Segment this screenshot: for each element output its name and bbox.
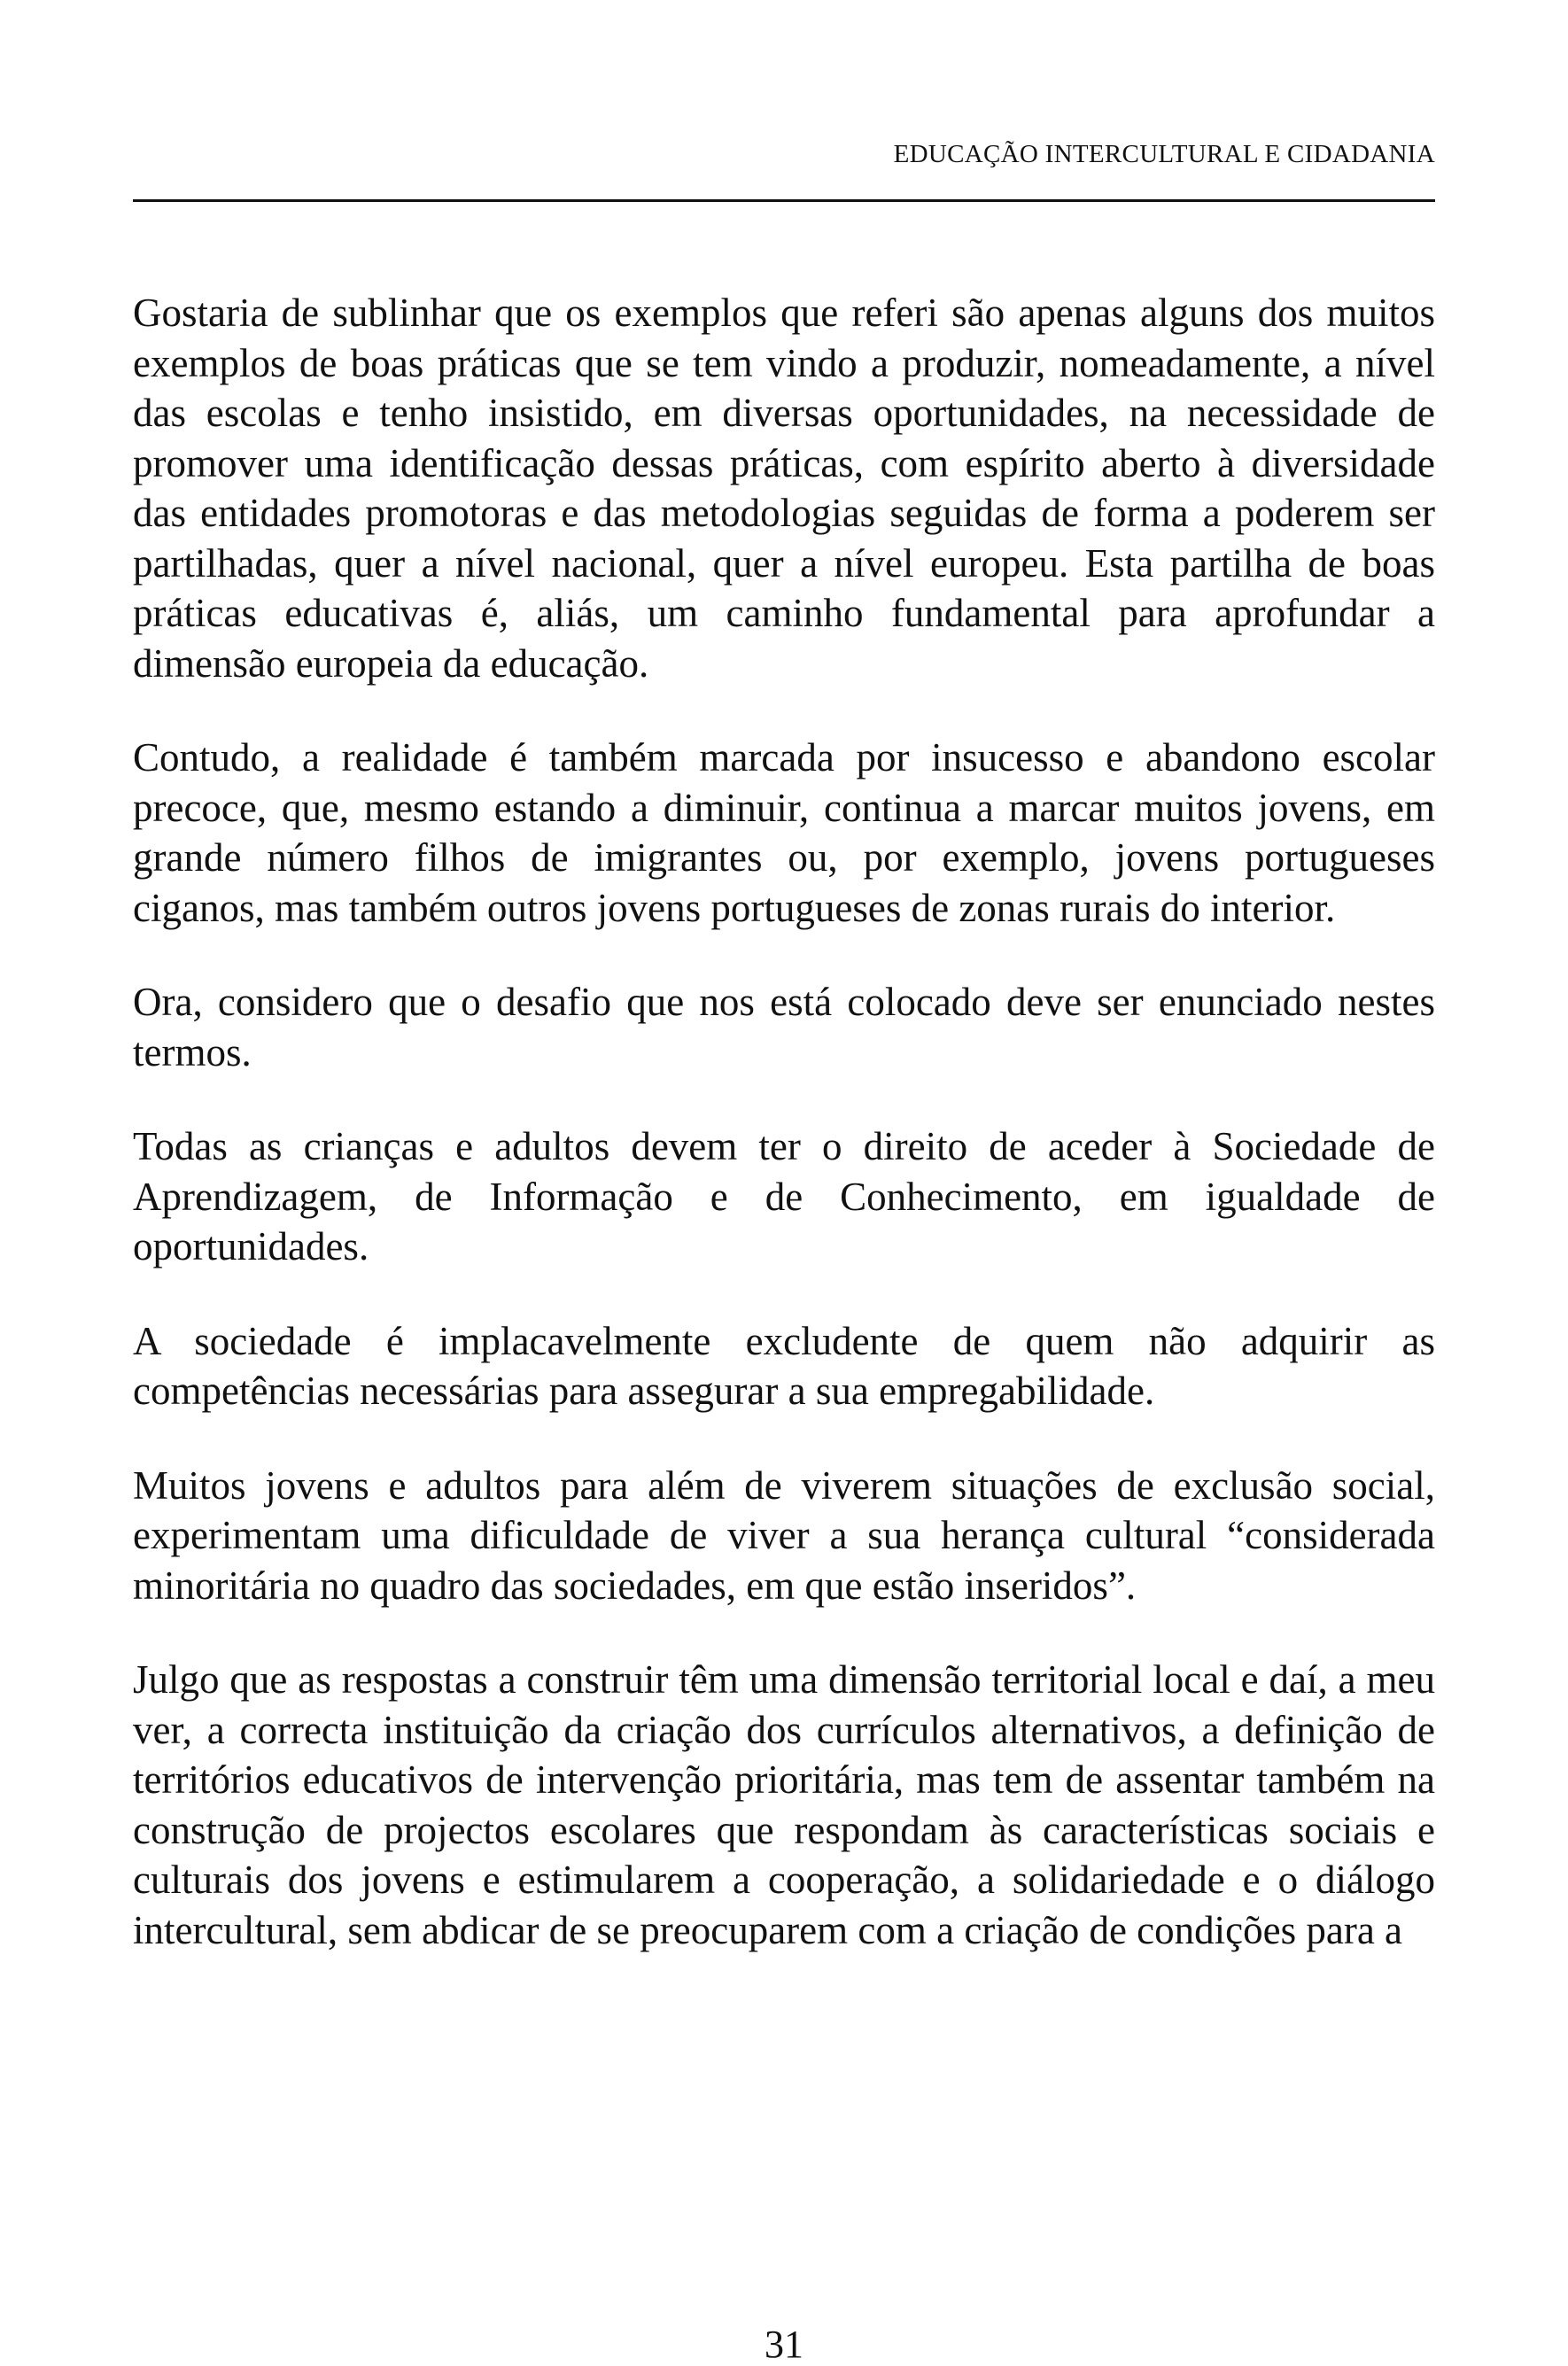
running-header-title: EDUCAÇÃO INTERCULTURAL E CIDADANIA (893, 140, 1435, 168)
paragraph: Ora, considero que o desafio que nos está colocado deve ser enunciado nestes termos. (133, 980, 1435, 1074)
paragraph: Todas as crianças e adultos devem ter o direito de aceder à Sociedade de Aprendizagem, de Informação e de Conhecimento, em igualdade de oportunidades. (133, 1124, 1435, 1268)
paragraph: Muitos jovens e adultos para além de viverem situações de exclusão social, experimentam uma dificuldade de viver a sua herança cultural “considerada minoritária no quadro das sociedades, em que estão inseridos”. (133, 1462, 1435, 1608)
paragraph: Gostaria de sublinhar que os exemplos que referi são apenas alguns dos muitos exemplos de boas práticas que se tem vindo a produzir, nomeadamente, a nível das escolas e tenho insistido, em diversas oportunidades, na necessidade de promover uma identificação dessas práticas, com espírito aberto à diversidade das entidades promotoras e das metodologias seguidas de forma a poderem ser partilhadas, quer a nível nacional, quer a nível europeu. Esta partilha de boas práticas educativas é, aliás, um caminho fundamental para aprofundar a dimensão europeia da educação. (133, 291, 1435, 686)
page-body (133, 288, 1435, 1999)
page-number: 31 (765, 2323, 803, 2366)
paragraph: Julgo que as respostas a construir têm uma dimensão territorial local e daí, a meu ver, a correcta instituição da criação dos currículos alternativos, a definição de territórios educativos de intervenção prioritária, mas tem de assentar também na construção de projectos escolares que respondam às características sociais e culturais dos jovens e estimularem a cooperação, a solidariedade e o diálogo intercultural, sem abdicar de se preocuparem com a criação de condições para a (133, 1657, 1435, 1952)
header-divider (133, 199, 1435, 202)
paragraph: A sociedade é implacavelmente excludente de quem não adquirir as competências necessárias para assegurar a sua empregabilidade. (133, 1318, 1435, 1413)
paragraph: Contudo, a realidade é também marcada por insucesso e abandono escolar precoce, que, mesmo estando a diminuir, continua a marcar muitos jovens, em grande número filhos de imigrantes ou, por exemplo, jovens portugueses ciganos, mas também outros jovens portugueses de zonas rurais do interior. (133, 735, 1435, 930)
